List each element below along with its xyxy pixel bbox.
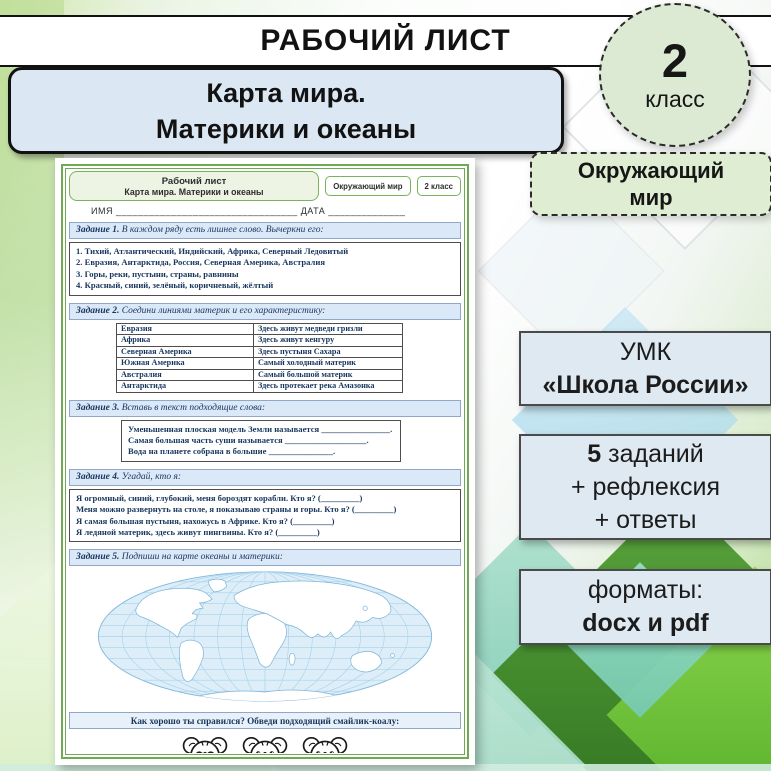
task-1-line: 2. Евразия, Антарктида, Россия, Северная Америка, Австралия xyxy=(76,257,325,268)
task-4-line: Я самая большая пустыня, нахожусь в Африке. Кто я? (_________) xyxy=(76,515,335,526)
bg-bottom-strip xyxy=(0,764,771,771)
contents-line-2: + рефлексия xyxy=(570,472,721,501)
task-1-label: Задание 1. xyxy=(76,225,120,235)
task-1-body xyxy=(69,242,461,296)
subject-line-2: мир xyxy=(629,185,673,210)
grade-badge xyxy=(599,3,751,147)
contents-box xyxy=(519,434,771,540)
task-1-instruction: В каждом ряду есть лишнее слово. Вычеркни его: xyxy=(121,225,324,235)
table-row xyxy=(117,335,403,347)
task-4 xyxy=(69,469,461,543)
task-1 xyxy=(69,222,461,296)
date-blank: ______________ xyxy=(328,206,406,216)
formats-label: форматы: xyxy=(587,576,704,604)
subject-badge xyxy=(530,152,771,216)
task-4-line: Я ледяной материк, здесь живут пингвины. Кто я? (_________) xyxy=(76,527,320,538)
continent-cell: Африка xyxy=(117,335,254,347)
task-5-label: Задание 5. xyxy=(76,552,120,563)
task-3-instruction: Вставь в текст подходящие слова: xyxy=(121,402,266,413)
table-row xyxy=(117,381,403,393)
continent-cell: Северная Америка xyxy=(117,346,254,358)
task-3-header xyxy=(69,400,461,417)
feature-cell: Здесь живут медведи гризли xyxy=(254,323,403,335)
date-label: ДАТА xyxy=(300,206,326,216)
task-1-line: 4. Красный, синий, зелёный, коричневый, жёлтый xyxy=(76,280,274,291)
task-1-line: 3. Горы, реки, пустыни, страны, равнины xyxy=(76,268,239,279)
island xyxy=(390,654,394,658)
name-date-line xyxy=(91,206,461,216)
continent-cell: Антарктида xyxy=(117,381,254,393)
feature-cell: Самый большой материк xyxy=(254,369,403,381)
title-line-1: Карта мира. xyxy=(206,77,366,108)
tasks-count-rest: заданий xyxy=(601,439,704,468)
contents-line-3: + ответы xyxy=(594,505,697,534)
table-row xyxy=(117,346,403,358)
task-4-line: Меня можно развернуть на столе, я показываю страны и горы. Кто я? (_________) xyxy=(76,504,397,515)
subject-line-1: Окружающий xyxy=(577,158,725,183)
contents-line-1 xyxy=(587,438,703,471)
task-5-instruction: Подпиши на карте океаны и материки: xyxy=(121,552,283,563)
tasks-count: 5 xyxy=(587,439,602,468)
worksheet-header-subtitle: Карта мира. Материки и океаны xyxy=(124,186,264,197)
worksheet-content xyxy=(69,171,461,753)
world-map-container xyxy=(69,568,461,705)
task-4-header xyxy=(69,469,461,486)
koala-sad-icon xyxy=(302,734,348,753)
feature-cell: Самый холодный материк xyxy=(254,358,403,370)
task-5 xyxy=(69,549,461,705)
reflection-koalas xyxy=(69,734,461,753)
world-map xyxy=(92,568,438,705)
task-2 xyxy=(69,303,461,393)
grade-number: 2 xyxy=(661,34,689,87)
task-3-line: Самая большая часть суши называется ___________________. xyxy=(128,435,369,446)
task-3-line: Уменьшенная плоская модель Земли называется ________________. xyxy=(128,423,393,434)
title-line-2: Материки и океаны xyxy=(155,113,417,144)
worksheet-title-box xyxy=(8,67,564,154)
table-row xyxy=(117,369,403,381)
umk-line-1: УМК xyxy=(619,337,672,366)
name-label: ИМЯ xyxy=(91,206,113,216)
continent-cell: Австралия xyxy=(117,369,254,381)
name-blank: _________________________________ xyxy=(115,206,298,216)
umk-box xyxy=(519,331,771,406)
worksheet-header-badges xyxy=(325,176,461,196)
koala-happy-icon xyxy=(182,734,228,753)
island xyxy=(363,607,367,611)
worksheet-preview xyxy=(55,158,475,765)
task-4-line: Я огромный, синий, глубокий, меня бороздят корабли. Кто я? (_________) xyxy=(76,492,363,503)
feature-cell: Здесь протекает река Амазонка xyxy=(254,381,403,393)
continent-cell: Евразия xyxy=(117,323,254,335)
koala-neutral-icon xyxy=(242,734,288,753)
worksheet-header-row xyxy=(69,171,461,201)
feature-cell: Здесь живут кенгуру xyxy=(254,335,403,347)
task-4-body xyxy=(69,489,461,543)
task-3-body xyxy=(121,420,401,462)
task-1-header xyxy=(69,222,461,239)
task-2-table xyxy=(116,323,403,393)
worksheet-grade-badge: 2 класс xyxy=(417,176,461,196)
formats-value: docx и pdf xyxy=(582,609,709,637)
formats-box xyxy=(519,569,771,645)
task-1-line: 1. Тихий, Атлантический, Индийский, Африка, Северный Ледовитый xyxy=(76,246,349,256)
banner-title: РАБОЧИЙ ЛИСТ xyxy=(260,24,511,57)
table-row xyxy=(117,358,403,370)
task-4-instruction: Угадай, кто я: xyxy=(121,471,182,482)
task-5-header xyxy=(69,549,461,566)
task-3 xyxy=(69,400,461,462)
task-2-header xyxy=(69,303,461,320)
reflection-bar: Как хорошо ты справился? Обведи подходящий смайлик-коалу: xyxy=(69,712,461,729)
task-2-label: Задание 2. xyxy=(76,305,120,316)
task-3-line: Вода на планете собрана в большие _______________. xyxy=(128,446,336,457)
table-row xyxy=(117,323,403,335)
task-4-label: Задание 4. xyxy=(76,471,120,482)
madagascar xyxy=(289,654,295,666)
worksheet-header-title: Рабочий лист xyxy=(161,175,227,187)
worksheet-header-box xyxy=(69,171,319,201)
grade-label: класс xyxy=(645,86,705,112)
task-3-label: Задание 3. xyxy=(76,402,120,413)
continent-cell: Южная Америка xyxy=(117,358,254,370)
feature-cell: Здесь пустыня Сахара xyxy=(254,346,403,358)
task-2-instruction: Соедини линиями материк и его характеристику: xyxy=(121,305,326,316)
umk-line-2: «Школа России» xyxy=(542,370,749,399)
worksheet-subject-badge: Окружающий мир xyxy=(325,176,410,196)
